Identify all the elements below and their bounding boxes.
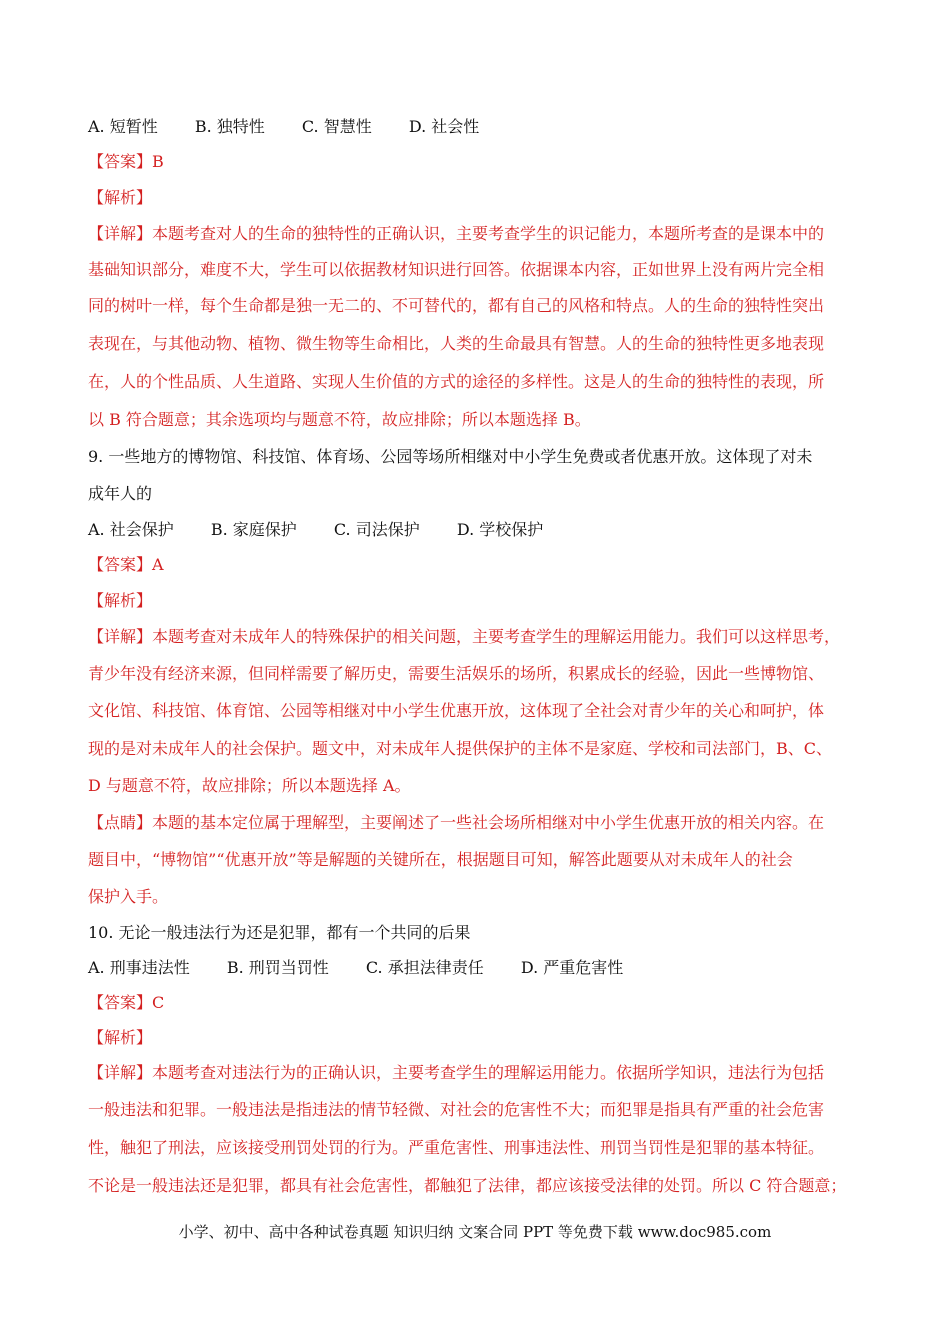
q8-option-a: A. 短暂性 [88, 117, 158, 136]
q8-detail-line: 在，人的个性品质、人生道路、实现人生价值的方式的途径的多样性。这是人的生命的独特性的表现，所 [88, 372, 825, 391]
q9-detail-line: 【详解】本题考查对未成年人的特殊保护的相关问题，主要考查学生的理解运用能力。我们可以这样思考， [88, 627, 841, 646]
q10-answer: 【答案】C [88, 993, 165, 1012]
q10-option-d: D. 严重危害性 [520, 958, 624, 977]
q9-detail-line: D 与题意不符，故应排除；所以本题选择 A。 [88, 776, 411, 795]
q10-options [88, 958, 878, 978]
q10-question: 10. 无论一般违法行为还是犯罪，都有一个共同的后果 [88, 923, 471, 942]
q9-option-a: A. 社会保护 [88, 520, 174, 539]
q9-question-line: 成年人的 [88, 484, 153, 503]
q9-answer: 【答案】A [88, 555, 164, 574]
q10-detail-line: 性，触犯了刑法，应该接受刑罚处罚的行为。严重危害性、刑事违法性、刑罚当罚性是犯罪的基本特征。 [88, 1138, 825, 1157]
page-footer: 小学、初中、高中各种试卷真题 知识归纳 文案合同 PPT 等免费下载 www.doc985.com [178, 1223, 772, 1241]
q8-detail-line: 基础知识部分，难度不大，学生可以依据教材知识进行回答。依据课本内容，正如世界上没有两片完全相 [88, 260, 825, 279]
q9-question-line: 9. 一些地方的博物馆、科技馆、体育场、公园等场所相继对中小学生免费或者优惠开放。这体现了对未 [88, 447, 813, 466]
q9-comment-line: 题目中，“博物馆”“优惠开放”等是解题的关键所在，根据题目可知，解答此题要从对未成年人的社会 [88, 850, 793, 869]
q8-option-c: C. 智慧性 [301, 117, 372, 136]
q9-detail-line: 现的是对未成年人的社会保护。题文中，对未成年人提供保护的主体不是家庭、学校和司法部门，B、C、 [88, 739, 833, 758]
q10-detail-line: 不论是一般违法还是犯罪，都具有社会危害性，都触犯了法律，都应该接受法律的处罚。所以 C 符合题意； [88, 1176, 847, 1195]
q9-comment-line: 保护入手。 [88, 887, 169, 906]
q8-options [88, 117, 878, 137]
q9-analysis-label: 【解析】 [88, 591, 153, 610]
q10-detail-line: 一般违法和犯罪。一般违法是指违法的情节轻微、对社会的危害性不大；而犯罪是指具有严重的社会危害 [88, 1100, 825, 1119]
q9-options [88, 520, 878, 540]
q9-option-c: C. 司法保护 [333, 520, 420, 539]
q8-analysis-label: 【解析】 [88, 188, 153, 207]
q10-option-c: C. 承担法律责任 [365, 958, 484, 977]
q10-detail-line: 【详解】本题考查对违法行为的正确认识，主要考查学生的理解运用能力。依据所学知识，违法行为包括 [88, 1063, 825, 1082]
q8-detail-line: 【详解】本题考查对人的生命的独特性的正确认识，主要考查学生的识记能力，本题所考查的是课本中的 [88, 224, 825, 243]
q9-option-b: B. 家庭保护 [210, 520, 297, 539]
q8-detail-line: 同的树叶一样，每个生命都是独一无二的、不可替代的，都有自己的风格和特点。人的生命的独特性突出 [88, 296, 825, 315]
q8-option-b: B. 独特性 [194, 117, 265, 136]
q8-option-d: D. 社会性 [408, 117, 480, 136]
q10-analysis-label: 【解析】 [88, 1028, 153, 1047]
q10-option-b: B. 刑罚当罚性 [226, 958, 329, 977]
q9-detail-line: 文化馆、科技馆、体育馆、公园等相继对中小学生优惠开放，这体现了全社会对青少年的关心和呵护，体 [88, 701, 825, 720]
q8-detail-line: 以 B 符合题意；其余选项均与题意不符，故应排除；所以本题选择 B。 [88, 410, 591, 429]
q8-detail-line: 表现在，与其他动物、植物、微生物等生命相比，人类的生命最具有智慧。人的生命的独特性更多地表现 [88, 334, 825, 353]
q9-detail-line: 青少年没有经济来源，但同样需要了解历史，需要生活娱乐的场所，积累成长的经验，因此一些博物馆、 [88, 664, 825, 683]
q9-comment-line: 【点睛】本题的基本定位属于理解型，主要阐述了一些社会场所相继对中小学生优惠开放的相关内容。在 [88, 813, 825, 832]
q9-option-d: D. 学校保护 [456, 520, 544, 539]
q10-option-a: A. 刑事违法性 [88, 958, 190, 977]
q8-answer: 【答案】B [88, 152, 164, 171]
